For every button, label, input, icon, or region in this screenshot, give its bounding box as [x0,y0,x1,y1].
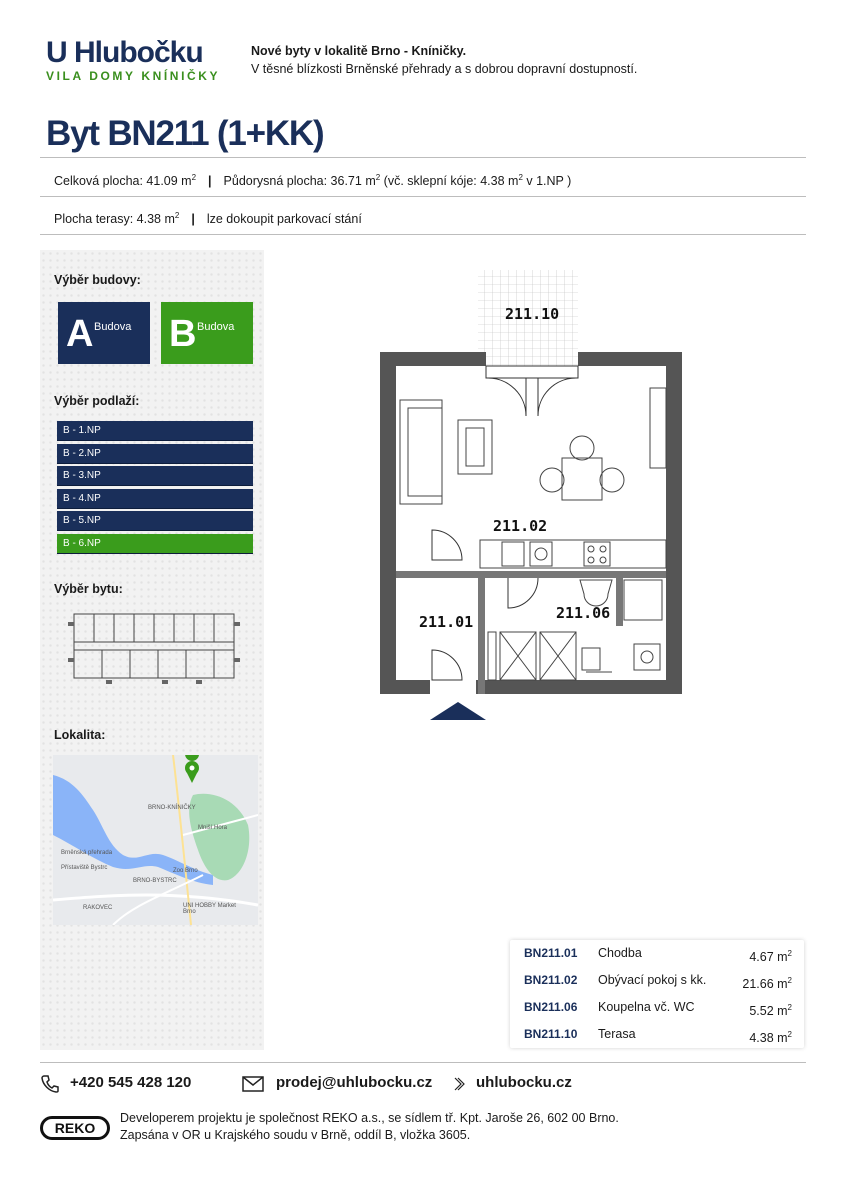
floor-heading: Výběr podlaží: [54,394,140,408]
brand-name: U Hlubočku [46,36,203,69]
room-label: 211.06 [556,604,611,622]
floor-item[interactable]: B - 1.NP [57,421,253,441]
floor-mini-plan[interactable] [66,608,242,688]
floor-list [57,421,253,556]
divider [40,157,806,158]
area-table [510,940,804,1048]
divider [40,234,806,235]
map-label: Mniší Hora [198,825,228,831]
map-label: UNI HOBBY Market Brno [183,903,236,915]
unit-heading: Výběr bytu: [54,582,123,596]
terrace-info-row: Plocha terasy: 4.38 $m^2$ | lze dokoupit parkovací stání [54,211,362,227]
email-link[interactable]: prodej@uhlubocku.cz [276,1074,433,1091]
table-row: BN211.01 Chodba 4.67 $m^2$ [524,946,792,965]
developer-info: Developerem projektu je společnost REKO a.s., se sídlem tř. Kpt. Jaroše 26, 602 00 Brno. Zapsána v OR u Krajského soudu v Brně, oddíl B, vložka 3605. [120,1111,619,1142]
floor-item[interactable]: B - 5.NP [57,511,253,531]
phone-link[interactable]: +420 545 428 120 [70,1074,192,1091]
web-link[interactable]: uhlubocku.cz [476,1074,572,1091]
parking-note: lze dokoupit parkovací stání [206,212,362,227]
room-label: 211.02 [493,517,548,535]
table-row: BN211.10 Terasa 4.38 $m^2$ [524,1027,792,1046]
cellar-area: (vč. sklepní kóje: 4.38 $m^2$ v 1.NP ) [380,173,572,189]
terrace-area: Plocha terasy: 4.38 $m^2$ [54,211,180,227]
map-label: RAKOVEC [83,905,113,911]
floor-item[interactable]: B - 2.NP [57,444,253,464]
svg-text:REKO: REKO [54,1120,96,1136]
map-graphic [53,755,258,925]
tagline [251,42,637,78]
page-title: Byt BN211 (1+KK) [46,114,324,153]
floor-item-active[interactable]: B - 6.NP [57,534,253,554]
tagline-text: V těsné blízkosti Brněnské přehrady a s dobrou dopravní dostupností. [251,62,638,76]
total-area: Celková plocha: 41.09 $m^2$ [54,173,197,189]
floor-plan [372,268,692,724]
table-row: BN211.06 Koupelna vč. WC 5.52 $m^2$ [524,1000,792,1019]
map-label: Přístaviště Bystrc [61,865,108,871]
brand-logo[interactable] [46,38,220,83]
floor-item[interactable]: B - 4.NP [57,489,253,509]
brand-subtitle: VILA DOMY KNÍNIČKY [46,69,221,83]
map-label: Zoo Brno [173,868,198,874]
divider [40,196,806,197]
chevron-right-icon [453,1077,465,1091]
reko-logo [40,1116,110,1140]
building-b-button[interactable]: B Budova [161,302,253,364]
map-label: BRNO-BYSTRC [133,878,177,884]
table-row: BN211.02 Obývací pokoj s kk. 21.66 $m^2$ [524,973,792,992]
mail-icon [242,1076,264,1092]
floor-item[interactable]: B - 3.NP [57,466,253,486]
map-label: Brněnská přehrada [61,850,113,856]
location-heading: Lokalita: [54,728,106,742]
location-map[interactable] [53,755,258,925]
sidebar [40,250,264,1050]
building-heading: Výběr budovy: [54,273,141,287]
building-a-button[interactable]: A Budova [58,302,150,364]
tagline-bold: Nové byty v lokalitě Brno - Kníničky. [251,44,467,58]
area-info-row: Celková plocha: 41.09 $m^2$ | Půdorysná plocha: 36.71 $m^2$ (vč. sklepní kóje: 4.38 $m^2$ v 1.NP ) [54,173,572,189]
room-label: 211.10 [505,305,560,323]
map-label: BRNO-KNÍNIČKY [148,805,196,811]
room-label: 211.01 [419,613,474,631]
phone-icon [40,1074,60,1094]
divider [40,1062,806,1063]
floor-area: Půdorysná plocha: 36.71 $m^2$ [223,173,381,189]
